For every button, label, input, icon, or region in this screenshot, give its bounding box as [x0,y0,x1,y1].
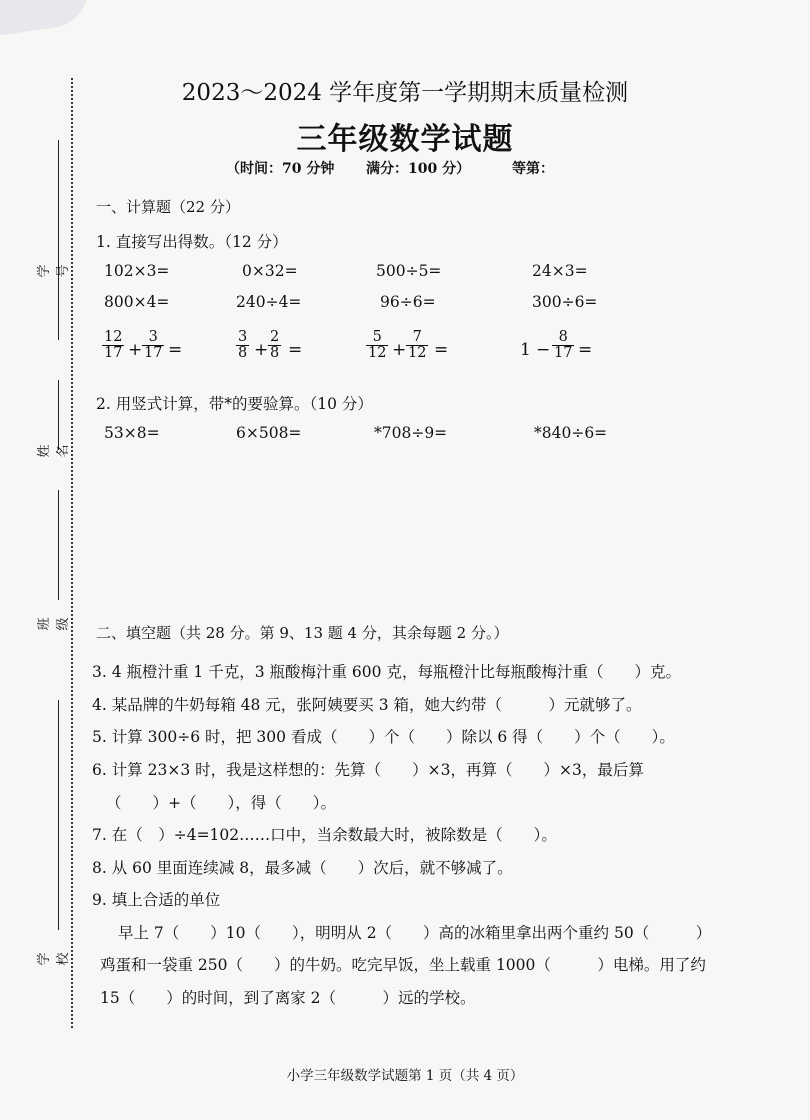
name-label: 姓名 [37,444,71,458]
question-6-line1: 6. 计算 23×3 时，我是这样想的：先算（ ）×3，再算（ ）×3，最后算 [92,761,644,779]
class-label: 班级 [37,617,71,631]
section2-title: 二、填空题（共 28 分。第 9、13 题 4 分，其余每题 2 分。） [96,624,509,642]
page-footer: 小学三年级数学试题第 1 页（共 4 页） [286,1068,524,1084]
exam-title: 2023～2024 学年度第一学期期末质量检测 [181,80,629,106]
vertical-calc-item: 53×8= [104,424,160,442]
operator: − [536,340,551,360]
page-corner-shadow [0,0,94,37]
vertical-calc-item: *840÷6= [534,424,608,442]
fraction: $\frac{7}{12}$ [408,329,427,362]
calc-item: 102×3= [104,262,170,280]
fraction: $\frac{3}{8}$ [238,329,248,362]
exam-subject: 三年级数学试题 [296,122,514,157]
fraction: $\frac{3}{17}$ [144,329,163,362]
fraction: $\frac{12}{17}$ [104,329,123,362]
equals: = [288,340,303,360]
equals: = [168,340,183,360]
question-3: 3. 4 瓶橙汁重 1 千克，3 瓶酸梅汁重 600 克，每瓶橙汁比每瓶酸梅汁重（ ）克。 [92,663,681,681]
fraction: $\frac{8}{17}$ [554,329,573,362]
calc-item: 300÷6= [532,293,598,311]
question-9-line2: 鸡蛋和一袋重 250（ ）的牛奶。吃完早饭，坐上载重 1000（ ）电梯。用了约 [100,956,706,974]
operator: + [392,340,407,360]
operator: + [254,340,269,360]
exam-grade: 等第： [512,161,554,177]
whole-number: 1 [520,340,531,360]
operator: + [128,340,143,360]
fraction: $\frac{5}{12}$ [368,329,387,362]
school-line [58,700,73,930]
question-8: 8. 从 60 里面连续减 8，最多减（ ）次后，就不够减了。 [92,859,513,877]
school-label: 学校 [37,952,71,966]
exam-time: （时间：70 分钟 [226,161,335,177]
question-6-line2: （ ）+（ ），得（ ）。 [106,794,336,812]
fraction: $\frac{2}{8}$ [270,329,280,362]
equals: = [578,340,593,360]
calc-item: 96÷6= [380,293,436,311]
exam-score: 满分：100 分） [366,161,471,177]
question-9-line3: 15（ ）的时间，到了离家 2（ ）远的学校。 [100,989,476,1007]
calc-item: 800×4= [104,293,170,311]
question-5: 5. 计算 300÷6 时，把 300 看成（ ）个（ ）除以 6 得（ ）个（ ）。 [92,728,675,746]
question-7: 7. 在（ ）÷4=102……口中，当余数最大时，被除数是（ ）。 [92,826,557,844]
question-4: 4. 某品牌的牛奶每箱 48 元，张阿姨要买 3 箱，她大约带（ ）元就够了。 [92,696,642,714]
calc-item: 500÷5= [376,262,442,280]
student-id-line [58,140,73,340]
equals: = [434,340,449,360]
vertical-calc-item: *708÷9= [374,424,448,442]
question-9-title: 9. 填上合适的单位 [92,891,221,909]
calc-item: 24×3= [532,262,588,280]
calc-item: 0×32= [242,262,298,280]
question-9-line1: 早上 7（ ）10（ ），明明从 2（ ）高的冰箱里拿出两个重约 50（ ） [118,924,712,942]
student-id-label: 学号 [37,264,71,278]
q2-title: 2. 用竖式计算，带*的要验算。（10 分） [96,395,373,413]
calc-item: 240÷4= [236,293,302,311]
class-line [58,490,73,600]
section1-title: 一、计算题（22 分） [96,198,240,216]
vertical-calc-item: 6×508= [236,424,302,442]
q1-title: 1. 直接写出得数。（12 分） [96,233,288,251]
